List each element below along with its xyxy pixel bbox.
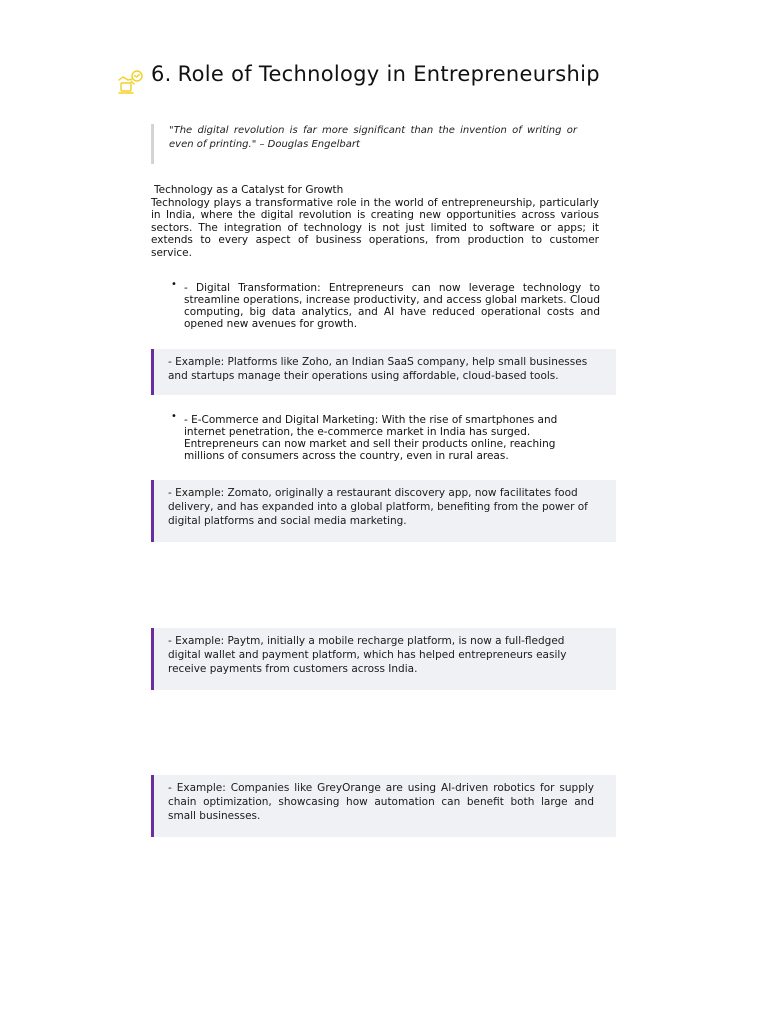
example-callout [151,775,616,837]
quote-text: "The digital revolution is far more significant than the invention of writing or even of printing." – Douglas Engelbart [169,125,577,150]
example-callout [151,349,616,395]
example-text: - Example: Companies like GreyOrange are using AI-driven robotics for supply chain optimization, showcasing how automation can benefit both large and small businesses. [168,782,594,822]
example-text: - Example: Paytm, initially a mobile recharge platform, is now a full-fledged digital wallet and payment platform, which has helped entrepreneurs easily receive payments from customers across India. [168,635,567,675]
bullet-marker: • [171,411,177,422]
bullet-text: - Digital Transformation: Entrepreneurs can now leverage technology to streamline operations, increase productivity, and access global markets. Cloud computing, big data analytics, and AI have reduced operational costs and opened new avenues for growth. [184,282,600,330]
example-text: - Example: Platforms like Zoho, an Indian SaaS company, help small businesses and startups manage their operations using affordable, cloud-based tools. [168,356,588,382]
catalyst-section [151,184,599,259]
list-item [171,279,600,330]
quote-block [151,124,577,164]
bullet-text: - E-Commerce and Digital Marketing: With the rise of smartphones and internet penetration, the e-commerce market in India has surged. Entrepreneurs can now market and sell their products online, reaching millions of consumers across the country, even in rural areas. [184,414,558,462]
handshake-icon [116,68,146,96]
title-text: Role of Technology in Entrepreneurship [177,62,600,86]
list-item [171,411,566,462]
bullet-marker: • [171,279,177,290]
section-number: 6. [151,62,172,86]
page-title [151,62,600,86]
section-paragraph: Technology plays a transformative role in the world of entrepreneurship, particularly in India, where the digital revolution is creating new opportunities across various sectors. The integration of technology is not just limited to software or apps; it extends to every aspect of business operations, from production to customer service. [151,196,599,259]
section-heading: Technology as a Catalyst for Growth [154,184,344,196]
example-callout [151,628,616,690]
example-callout [151,480,616,542]
example-text: - Example: Zomato, originally a restaurant discovery app, now facilitates food delivery, and has expanded into a global platform, benefiting from the power of digital platforms and social media marketing. [168,487,588,527]
